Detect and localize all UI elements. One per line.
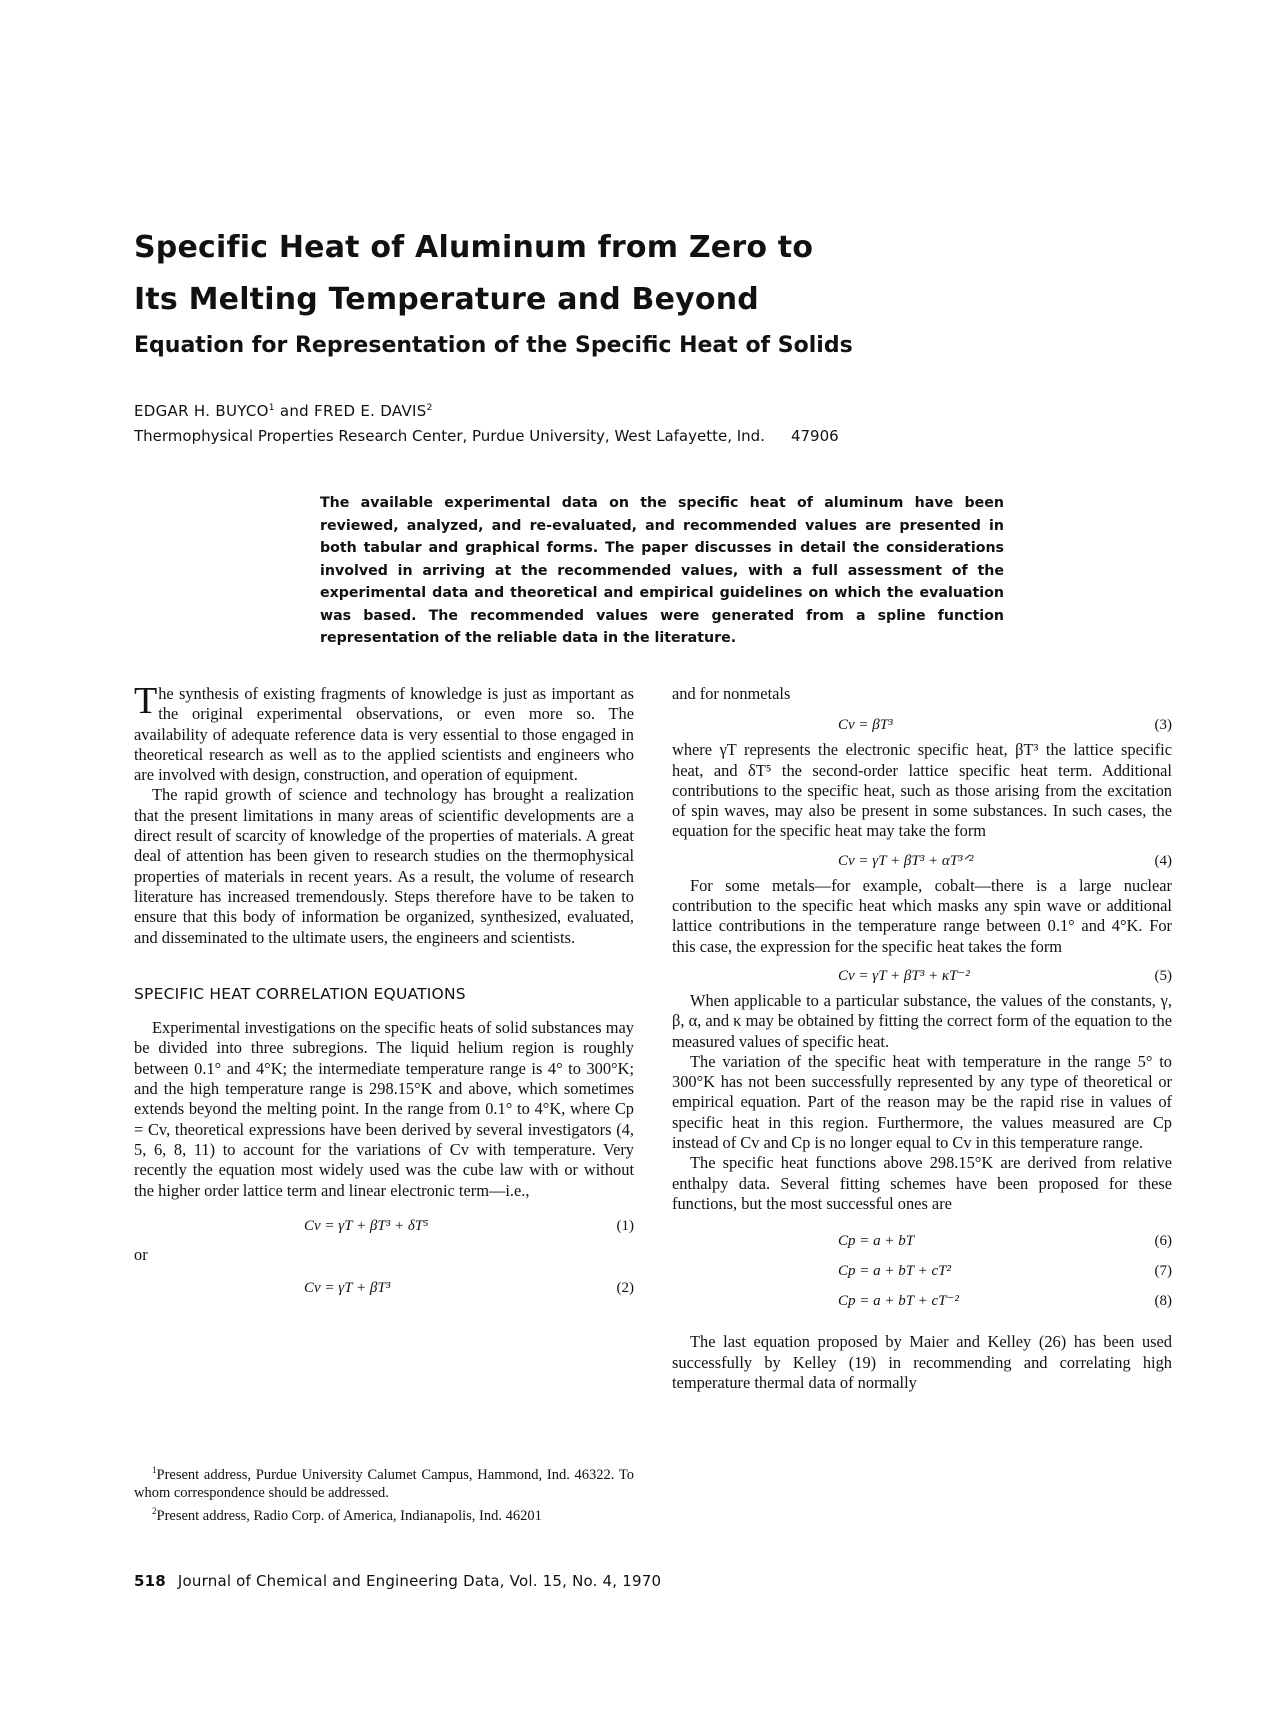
equation-4-number: (4)	[1154, 852, 1172, 869]
equation-8-expression: Cp = a + bT + cT⁻²	[838, 1293, 959, 1310]
equation-7-expression: Cp = a + bT + cT²	[838, 1263, 951, 1280]
equation-7-number: (7)	[1154, 1263, 1172, 1280]
author-1-footnote-mark: 1	[268, 403, 275, 413]
paragraph-cobalt: For some metals—for example, cobalt—there is a large nuclear contribution to the specific heat which masks any spin wave or additional lattice contributions in the temperature range between 0.1° and 4°K. For this case, the expression for the specific heat takes the form	[672, 875, 1172, 956]
intro-paragraph	[134, 680, 634, 785]
paragraph-variation: The variation of the specific heat with temperature in the range 5° to 300°K has not been successfully represented by any type of theoretical or empirical equation. Part of the reason may be the rapid rise in values of specific heat in this region. Furthermore, the values measured are Cp instead of Cv and Cp is no longer equal to Cv in this temperature range.	[672, 1051, 1172, 1153]
equation-6-expression: Cp = a + bT	[838, 1233, 915, 1250]
left-column	[134, 680, 634, 1303]
title-line-1: Specific Heat of Aluminum from Zero to	[134, 230, 814, 265]
drop-cap: T	[134, 680, 158, 722]
equation-8	[672, 1286, 1172, 1316]
journal-citation: Journal of Chemical and Engineering Data, Vol. 15, No. 4, 1970	[177, 1572, 662, 1590]
author-line	[134, 402, 433, 420]
equation-3-expression: Cv = βT³	[838, 717, 893, 734]
affiliation-text: Thermophysical Properties Research Center, Purdue University, West Lafayette, Ind.	[134, 427, 765, 445]
affiliation	[134, 427, 839, 445]
equation-1-number: (1)	[616, 1217, 634, 1234]
paragraph-subregions: Experimental investigations on the specific heats of solid substances may be divided into three subregions. The liquid helium region is roughly between 0.1° and 4°K; the intermediate temperature range is 4° to 300°K; and the high temperature range is 298.15°K and above, which sometimes extends beyond the melting point. In the range from 0.1° to 4°K, where Cp = Cv, theoretical expressions have been derived by several investigators (4, 5, 6, 8, 11) to account for the variations of Cv with temperature. Very recently the equation most widely used was the cube law with or without the higher order lattice term and linear electronic term—i.e.,	[134, 1018, 634, 1200]
footnote-1-text: Present address, Purdue University Calumet Campus, Hammond, Ind. 46322. To whom correspondence should be addressed.	[134, 1466, 634, 1501]
footnote-1	[134, 1461, 634, 1502]
equation-3-number: (3)	[1154, 717, 1172, 734]
footnote-1-mark: 1	[152, 1465, 157, 1475]
footnote-2-mark: 2	[152, 1505, 157, 1516]
page-number: 518	[134, 1572, 166, 1590]
paragraph-electronic-term: where γT represents the electronic specific heat, βT³ the lattice specific heat, and δT⁵ the second-order lattice specific heat term. Additional contributions to the specific heat, such as those arising from the excitation of spin waves, may also be present in some substances. In such cases, the equation for the specific heat may take the form	[672, 740, 1172, 841]
equation-2-expression: Cv = γT + βT³	[304, 1280, 391, 1297]
page-footer	[134, 1572, 661, 1590]
equation-5	[672, 961, 1172, 991]
author-conjunction: and	[274, 402, 315, 420]
paragraph-constants: When applicable to a particular substance, the values of the constants, γ, β, α, and κ may be obtained by fitting the correct form of the equation to the measured values of specific heat.	[672, 990, 1172, 1051]
or-text: or	[134, 1244, 148, 1264]
equation-1-expression: Cv = γT + βT³ + δT⁵	[304, 1217, 429, 1234]
intro-paragraph-text: he synthesis of existing fragments of knowledge is just as important as the original experimental observations, or even more so. The availability of adequate reference data is very essential to those engaged in theoretical research as well as to the applied scientists and engineers who are involved with design, construction, and operation of equipment.	[134, 684, 634, 785]
equation-6-number: (6)	[1154, 1233, 1172, 1250]
paragraph-maier-kelley: The last equation proposed by Maier and Kelley (26) has been used successfully by Kelley (19) in recommending and correlating high temperature thermal data of normally	[672, 1332, 1172, 1392]
footnote-2-text: Present address, Radio Corp. of America, Indianapolis, Ind. 46201	[156, 1507, 542, 1524]
paragraph-nonmetals: and for nonmetals	[672, 684, 791, 703]
author-2-footnote-mark: 2	[426, 403, 433, 413]
equation-1	[134, 1211, 634, 1241]
title-line-2: Its Melting Temperature and Beyond	[134, 282, 759, 317]
section-heading: SPECIFIC HEAT CORRELATION EQUATIONS	[134, 984, 466, 1003]
equation-3	[672, 710, 1172, 740]
abstract: The available experimental data on the specific heat of aluminum have been reviewed, analyzed, and re-evaluated, and recommended values are presented in both tabular and graphical forms. The paper discusses in detail the considerations involved in arriving at the recommended values, with a full assessment of the experimental data and theoretical and empirical guidelines on which the evaluation was based. The recommended values were generated from a spline function representation of the reliable data in the literature.	[320, 495, 1004, 646]
equation-4-expression: Cv = γT + βT³ + αT³ᐟ²	[838, 852, 974, 869]
author-2: FRED E. DAVIS	[314, 402, 427, 420]
affiliation-zip: 47906	[790, 427, 839, 445]
paragraph-growth: The rapid growth of science and technology has brought a realization that the present limitations in many areas of scientific developments are a direct result of scarcity of knowledge of the properties of materials. A great deal of attention has been given to research studies on the thermophysical properties of materials in recent years. As a result, the volume of research literature has increased tremendously. Steps therefore have to be taken to ensure that this body of information be organized, synthesized, evaluated, and disseminated to the ultimate users, the engineers and scientists.	[134, 785, 634, 947]
equation-4	[672, 846, 1172, 876]
right-column	[672, 684, 1172, 1393]
equation-6	[672, 1226, 1172, 1256]
paragraph-functions: The specific heat functions above 298.15°K are derived from relative enthalpy data. Several fitting schemes have been proposed for these functions, but the most successful ones are	[672, 1153, 1172, 1213]
equation-8-number: (8)	[1154, 1293, 1172, 1310]
footnotes	[134, 1461, 634, 1525]
equation-7	[672, 1256, 1172, 1286]
paper-title	[134, 222, 813, 326]
equation-5-expression: Cv = γT + βT³ + κT⁻²	[838, 967, 970, 984]
footnote-2	[134, 1502, 634, 1525]
equation-5-number: (5)	[1154, 967, 1172, 984]
equation-2	[134, 1273, 634, 1303]
paper-subtitle: Equation for Representation of the Specific Heat of Solids	[134, 333, 853, 358]
author-1: EDGAR H. BUYCO	[134, 402, 269, 420]
equation-2-number: (2)	[616, 1280, 634, 1297]
